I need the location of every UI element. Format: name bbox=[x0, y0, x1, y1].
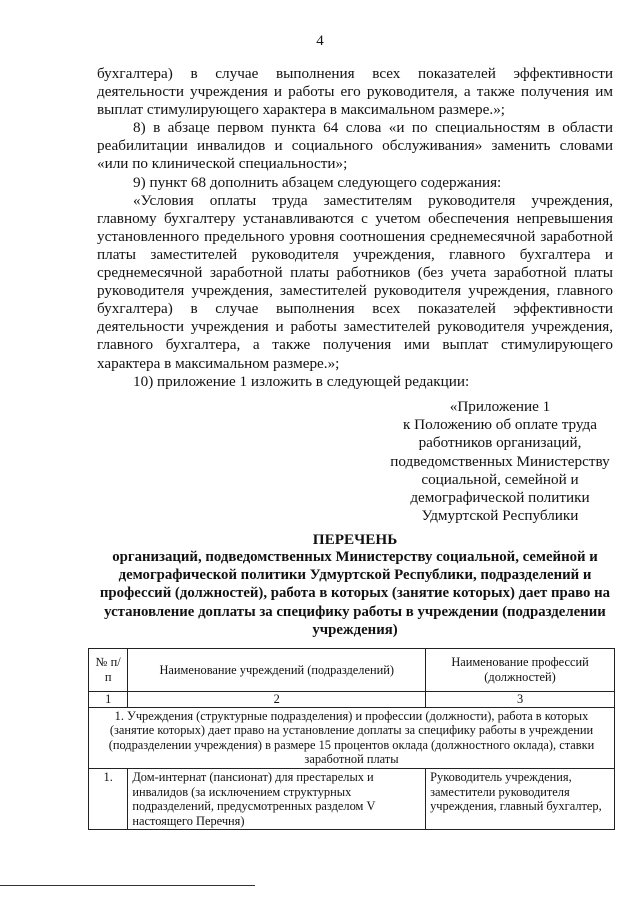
paragraph-quote: «Условия оплаты труда заместителям руководителя учреждения, главному бухгалтеру устанавливаются с учетом обеспечения непревышения установленного предельного уровня соотношения среднемесячной заработной платы заместителей руководителя учреждения, главного бухгалтера и среднемесячной заработной платы работников (без учета заработной платы руководителя учреждения, заместителей руководителя учреждения, главного бухгалтера) в случае выполнения всех показателей эффективности деятельности учреждения и работы заместителей руководителя учреждения, главного бухгалтера, а также получения ими выплат стимулирующего характера в максимальном размере.»; bbox=[97, 191, 613, 372]
header-number: № п/п bbox=[89, 649, 128, 692]
column-number: 1 bbox=[89, 692, 128, 708]
body-text bbox=[97, 65, 613, 391]
column-number-row bbox=[89, 692, 615, 708]
appendix-line: «Приложение 1 bbox=[449, 398, 551, 415]
row-number: 1. bbox=[89, 768, 128, 829]
list-subtitle: организаций, подведомственных Министерству социальной, семейной и демографической политики Удмуртской Республики, подразделений и профессий (должностей), работа в которых (занятие которых) дает право на установление доплаты за специфику работы в учреждении (подразделении учреждения) bbox=[99, 549, 611, 638]
page-number: 4 bbox=[316, 33, 324, 49]
header-profession: Наименование профессий (должностей) bbox=[426, 649, 615, 692]
footer-divider bbox=[0, 885, 255, 886]
row-professions: Руководитель учреждения, заместители руководителя учреждения, главный бухгалтер, bbox=[426, 768, 615, 829]
paragraph-item-8: 8) в абзаце первом пункта 64 слова «и по специальностям в области реабилитации инвалидов и социального обслуживания» заменить словами «или по клинической специальности»; bbox=[97, 119, 613, 173]
appendix-line: работников организаций, bbox=[418, 434, 582, 452]
appendix-line: к Положению об оплате труда bbox=[402, 416, 598, 434]
column-number: 2 bbox=[128, 692, 426, 708]
section-heading: 1. Учреждения (структурные подразделения) и профессии (должности), работа в которых (занятие которых) дает право на установление доплаты за специфику работы в учреждении (подразделении учреждения) в размере 15 процентов оклада (должностного оклада), ставки заработной платы bbox=[89, 707, 615, 768]
list-table bbox=[88, 648, 615, 830]
paragraph-item-10: 10) приложение 1 изложить в следующей редакции: bbox=[133, 372, 470, 390]
table-row bbox=[89, 768, 615, 829]
appendix-line: подведомственных Министерству bbox=[390, 452, 610, 470]
list-title: ПЕРЕЧЕНЬ bbox=[312, 531, 398, 548]
appendix-line: Удмуртской Республики bbox=[421, 507, 579, 525]
column-number: 3 bbox=[426, 692, 615, 708]
paragraph-item-9: 9) пункт 68 дополнить абзацем следующего содержания: bbox=[133, 173, 502, 191]
paragraph-continuation: бухгалтера) в случае выполнения всех показателей эффективности деятельности учреждения и работы его руководителя, а также получения им выплат стимулирующего характера в максимальном размере.»; bbox=[97, 65, 613, 119]
appendix-line: социальной, семейной и bbox=[421, 470, 579, 488]
appendix-line: демографической политики bbox=[410, 489, 590, 507]
section-heading-row bbox=[89, 707, 615, 768]
table-header-row bbox=[89, 649, 615, 692]
appendix-note bbox=[380, 398, 620, 525]
row-institution: Дом-интернат (пансионат) для престарелых и инвалидов (за исключением структурных подразделений, предусмотренных разделом V настоящего Перечня) bbox=[128, 768, 426, 829]
header-institution: Наименование учреждений (подразделений) bbox=[128, 649, 426, 692]
